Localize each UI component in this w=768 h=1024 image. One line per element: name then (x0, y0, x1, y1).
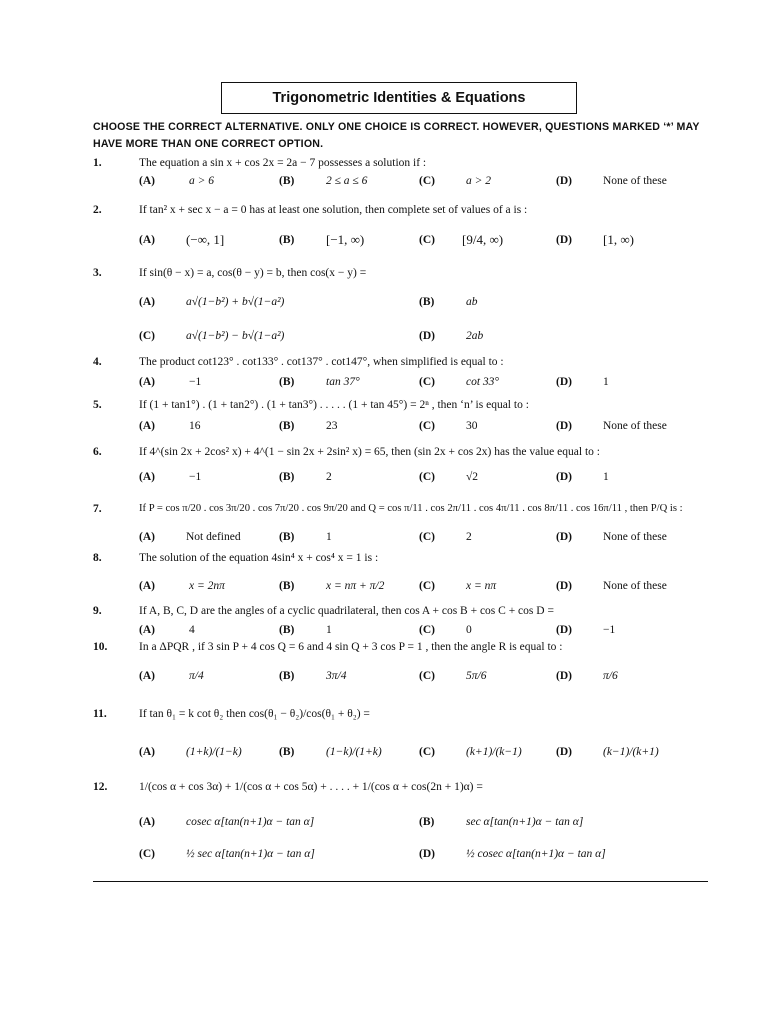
option-label: (C) (419, 624, 435, 636)
option-a: −1 (189, 471, 202, 483)
option-a: Not defined (186, 531, 241, 543)
option-d: None of these (603, 580, 667, 592)
option-label: (D) (556, 471, 572, 483)
option-label: (B) (419, 296, 435, 308)
option-a: a√(1−b²) + b√(1−a²) (186, 296, 285, 308)
option-d: 2ab (466, 330, 484, 342)
option-d: 1 (603, 376, 609, 388)
option-label: (D) (556, 580, 572, 592)
option-label: (B) (279, 580, 295, 592)
option-label: (A) (139, 234, 155, 246)
option-label: (D) (556, 175, 572, 187)
option-b: 2 ≤ a ≤ 6 (326, 175, 368, 187)
option-label: (B) (279, 234, 295, 246)
question-text: If P = cos π/20 . cos 3π/20 . cos 7π/20 . cos 9π/20 and Q = cos π/11 . cos 2π/11 . cos 4π/11 . cos 8π/11 . cos 16π/11 , then P/Q is : (139, 503, 683, 514)
option-label: (D) (556, 234, 572, 246)
option-label: (A) (139, 376, 155, 388)
option-label: (C) (419, 531, 435, 543)
option-label: (D) (556, 670, 572, 682)
question-text: If 4^(sin 2x + 2cos² x) + 4^(1 − sin 2x + 2sin² x) = 65, then (sin 2x + cos 2x) has the value equal to : (139, 446, 600, 458)
option-label: (C) (419, 670, 435, 682)
option-label: (C) (139, 330, 155, 342)
option-label: (C) (419, 234, 435, 246)
option-label: (A) (139, 296, 155, 308)
option-label: (A) (139, 175, 155, 187)
option-label: (B) (279, 624, 295, 636)
option-c: a√(1−b²) − b√(1−a²) (186, 330, 285, 342)
bottom-divider (93, 881, 708, 882)
question-number: 8. (93, 552, 102, 564)
option-b: 2 (326, 471, 332, 483)
option-label: (B) (419, 816, 435, 828)
option-label: (A) (139, 624, 155, 636)
option-label: (B) (279, 471, 295, 483)
option-b: x = nπ + π/2 (326, 580, 385, 592)
option-a: (−∞, 1] (186, 232, 225, 247)
question-text: The product cot123° . cot133° . cot137° . cot147°, when simplified is equal to : (139, 356, 504, 368)
option-c: cot 33° (466, 376, 500, 388)
option-d: (k−1)/(k+1) (603, 746, 659, 758)
option-d: −1 (603, 624, 616, 636)
option-a: a > 6 (189, 175, 215, 187)
option-label: (A) (139, 816, 155, 828)
option-a: −1 (189, 376, 202, 388)
option-label: (C) (419, 376, 435, 388)
option-label: (C) (419, 420, 435, 432)
option-label: (D) (419, 330, 435, 342)
option-label: (B) (279, 175, 295, 187)
option-label: (A) (139, 531, 155, 543)
option-c: 2 (466, 531, 472, 543)
option-label: (C) (139, 848, 155, 860)
option-a: x = 2nπ (189, 580, 225, 592)
option-c: x = nπ (466, 580, 497, 592)
question-text: If sin(θ − x) = a, cos(θ − y) = b, then cos(x − y) = (139, 267, 367, 279)
question-number: 11. (93, 708, 107, 720)
option-d: [1, ∞) (603, 232, 634, 247)
question-text: 1/(cos α + cos 3α) + 1/(cos α + cos 5α) + . . . . + 1/(cos α + cos(2n + 1)α) = (139, 781, 483, 793)
question-number: 1. (93, 157, 102, 169)
option-c: √2 (466, 471, 479, 483)
option-b: [−1, ∞) (326, 232, 365, 247)
question-text: In a ΔPQR , if 3 sin P + 4 cos Q = 6 and 4 sin Q + 3 cos P = 1 , then the angle R is equal to : (139, 641, 563, 653)
option-label: (A) (139, 670, 155, 682)
option-d: None of these (603, 420, 667, 432)
option-c: ½ sec α[tan(n+1)α − tan α] (186, 848, 315, 860)
question-text: If tan² x + sec x − a = 0 has at least one solution, then complete set of values of a is : (139, 204, 528, 216)
option-label: (D) (556, 746, 572, 758)
option-label: (A) (139, 471, 155, 483)
option-label: (A) (139, 580, 155, 592)
option-d: π/6 (603, 670, 618, 682)
option-d: None of these (603, 175, 667, 187)
question-number: 2. (93, 204, 102, 216)
page-title: Trigonometric Identities & Equations (221, 82, 577, 114)
question-number: 6. (93, 446, 102, 458)
option-label: (B) (279, 531, 295, 543)
question-number: 10. (93, 641, 108, 653)
question-number: 4. (93, 356, 102, 368)
question-text: If tan θ₁ = k cot θ₂ then cos(θ₁ − θ₂)/cos(θ₁ + θ₂) = (139, 708, 370, 720)
question-text: If (1 + tan1°) . (1 + tan2°) . (1 + tan3°) . . . . . (1 + tan 45°) = 2ⁿ , then ‘n’ is equal to : (139, 399, 529, 411)
option-a: π/4 (189, 670, 204, 682)
option-label: (B) (279, 670, 295, 682)
option-d: 1 (603, 471, 609, 483)
option-c: 30 (466, 420, 478, 432)
option-label: (D) (556, 376, 572, 388)
option-b: 1 (326, 624, 332, 636)
option-label: (C) (419, 175, 435, 187)
option-d: ½ cosec α[tan(n+1)α − tan α] (466, 848, 606, 860)
option-label: (D) (556, 420, 572, 432)
question-number: 5. (93, 399, 102, 411)
instructions: CHOOSE THE CORRECT ALTERNATIVE. ONLY ONE CHOICE IS CORRECT. HOWEVER, QUESTIONS MARKED ‘*’ MAY HAVE MORE THAN ONE CORRECT OPTION. (93, 121, 700, 150)
option-label: (A) (139, 420, 155, 432)
option-label: (B) (279, 420, 295, 432)
option-b: 1 (326, 531, 332, 543)
option-label: (C) (419, 580, 435, 592)
option-label: (B) (279, 376, 295, 388)
option-label: (D) (556, 531, 572, 543)
question-text: The solution of the equation 4sin⁴ x + cos⁴ x = 1 is : (139, 552, 379, 564)
question-number: 12. (93, 781, 108, 793)
option-b: 23 (326, 420, 338, 432)
question-text: If A, B, C, D are the angles of a cyclic quadrilateral, then cos A + cos B + cos C + cos D = (139, 605, 554, 617)
option-label: (A) (139, 746, 155, 758)
option-a: cosec α[tan(n+1)α − tan α] (186, 816, 315, 828)
option-d: None of these (603, 531, 667, 543)
option-label: (D) (556, 624, 572, 636)
option-b: 3π/4 (326, 670, 347, 682)
option-b: tan 37° (326, 376, 360, 388)
option-a: 4 (189, 624, 195, 636)
option-a: 16 (189, 420, 201, 432)
option-c: 0 (466, 624, 472, 636)
option-b: (1−k)/(1+k) (326, 746, 382, 758)
option-c: a > 2 (466, 175, 492, 187)
question-text: The equation a sin x + cos 2x = 2a − 7 possesses a solution if : (139, 157, 427, 169)
option-b: ab (466, 296, 478, 308)
question-number: 3. (93, 267, 102, 279)
question-number: 7. (93, 503, 102, 515)
question-number: 9. (93, 605, 102, 617)
option-label: (D) (419, 848, 435, 860)
option-a: (1+k)/(1−k) (186, 746, 242, 758)
option-label: (C) (419, 471, 435, 483)
option-label: (B) (279, 746, 295, 758)
option-c: [9/4, ∞) (462, 232, 504, 247)
option-c: (k+1)/(k−1) (466, 746, 522, 758)
option-b: sec α[tan(n+1)α − tan α] (466, 816, 584, 828)
option-label: (C) (419, 746, 435, 758)
option-c: 5π/6 (466, 670, 487, 682)
